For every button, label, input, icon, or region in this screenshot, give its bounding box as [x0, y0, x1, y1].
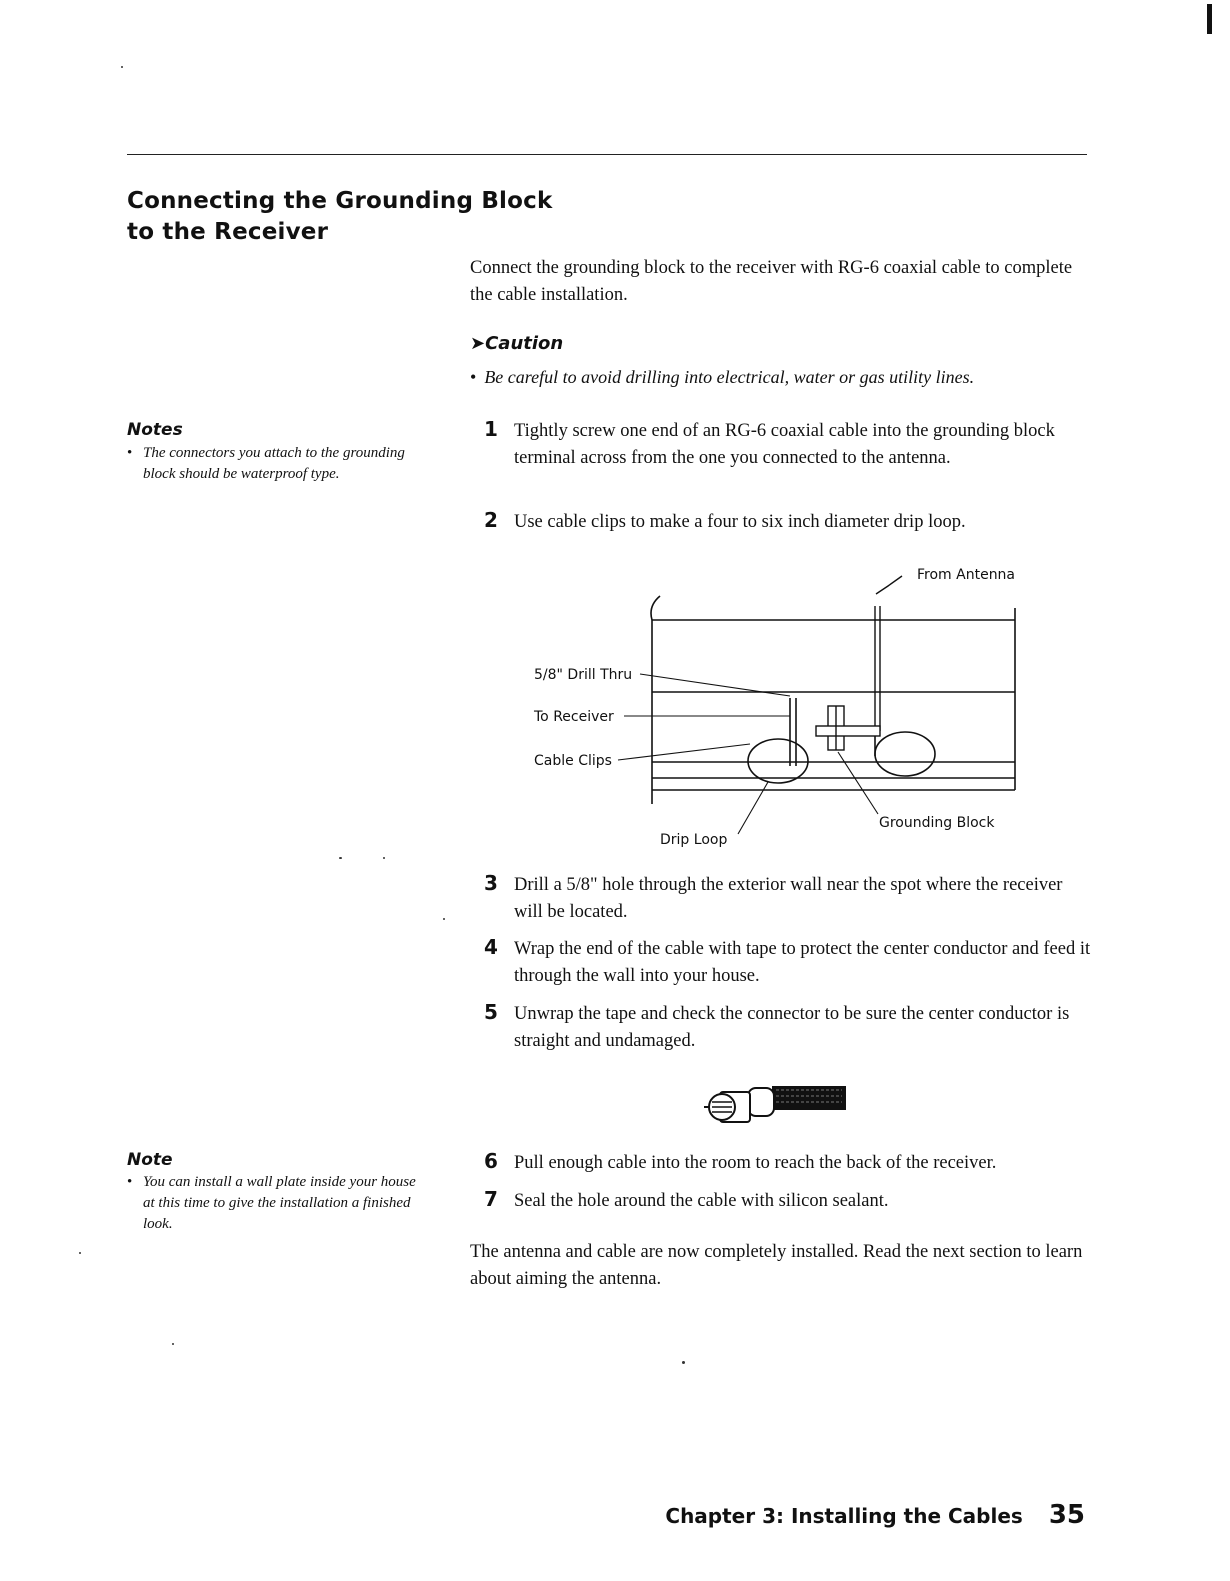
wall-outline	[651, 596, 1015, 804]
label-grounding-block: Grounding Block	[879, 815, 995, 831]
step-7	[484, 1188, 1094, 1215]
closing-paragraph: The antenna and cable are now completely installed. Read the next section to learn about aiming the antenna.	[470, 1242, 1083, 1289]
step-text: Drill a 5/8" hole through the exterior wall near the spot where the receiver will be located.	[514, 875, 1063, 922]
note-heading: Note	[127, 1150, 173, 1170]
step-text: Tightly screw one end of an RG-6 coaxial cable into the grounding block terminal across from the one you connected to the antenna.	[514, 421, 1055, 468]
scan-speck	[339, 857, 342, 859]
step-5	[484, 1001, 1094, 1055]
drip-loop-diagram	[520, 556, 1040, 856]
step-number: 3	[484, 871, 498, 895]
caution-item	[470, 367, 974, 388]
scan-speck	[172, 1343, 174, 1345]
scan-speck	[121, 66, 123, 68]
label-drill-thru: 5/8" Drill Thru	[534, 667, 633, 683]
step-4	[484, 936, 1094, 990]
step-number: 6	[484, 1149, 498, 1173]
step-text: Pull enough cable into the room to reach the back of the receiver.	[514, 1153, 997, 1173]
step-2	[484, 509, 1094, 536]
title-line-1: Connecting the Grounding Block	[127, 188, 553, 214]
coax-connector-icon	[702, 1080, 852, 1128]
note-text: You can install a wall plate inside your house at this time to give the installation a finished look.	[143, 1174, 416, 1232]
leader-lines	[618, 674, 878, 834]
step-number: 1	[484, 417, 498, 441]
step-1	[484, 418, 1094, 472]
title-line-2: to the Receiver	[127, 219, 329, 245]
step-number: 7	[484, 1187, 498, 1211]
grounding-block-shape	[816, 706, 880, 750]
intro-paragraph: Connect the grounding block to the receiver with RG-6 coaxial cable to complete the cable installation.	[470, 258, 1073, 305]
step-number: 2	[484, 508, 498, 532]
caution-text: Be careful to avoid drilling into electrical, water or gas utility lines.	[484, 367, 975, 387]
step-text: Use cable clips to make a four to six inch diameter drip loop.	[514, 512, 966, 532]
step-6	[484, 1150, 1094, 1177]
chapter-title: Chapter 3: Installing the Cables	[665, 1504, 1023, 1528]
scan-speck	[682, 1361, 685, 1364]
notes-text: The connectors you attach to the grounding block should be waterproof type.	[143, 445, 405, 482]
step-text: Wrap the end of the cable with tape to protect the center conductor and feed it through the wall into your house.	[514, 939, 1091, 986]
step-number: 4	[484, 935, 498, 959]
page-footer	[665, 1500, 1085, 1530]
section-title	[127, 186, 552, 248]
scan-speck	[443, 918, 445, 920]
label-drip-loop: Drip Loop	[660, 832, 728, 848]
note-item	[127, 1172, 417, 1235]
label-from-antenna: From Antenna	[917, 567, 1016, 583]
page-number: 35	[1048, 1500, 1085, 1530]
page-edge-mark	[1207, 4, 1212, 34]
header-rule	[127, 154, 1087, 155]
bullet-icon: •	[470, 367, 477, 387]
scan-speck	[79, 1252, 81, 1254]
antenna-cable	[875, 576, 902, 731]
bullet-icon: •	[127, 445, 133, 461]
scan-speck	[383, 857, 385, 859]
caution-heading: ➤Caution	[470, 333, 564, 354]
step-text: Unwrap the tape and check the connector to be sure the center conductor is straight and undamaged.	[514, 1004, 1070, 1051]
notes-item	[127, 443, 417, 485]
notes-heading: Notes	[127, 420, 183, 440]
step-3	[484, 872, 1094, 926]
label-cable-clips: Cable Clips	[534, 753, 612, 769]
bullet-icon: •	[127, 1174, 133, 1190]
step-text: Seal the hole around the cable with silicon sealant.	[514, 1191, 889, 1211]
label-to-receiver: To Receiver	[534, 709, 614, 725]
step-number: 5	[484, 1000, 498, 1024]
